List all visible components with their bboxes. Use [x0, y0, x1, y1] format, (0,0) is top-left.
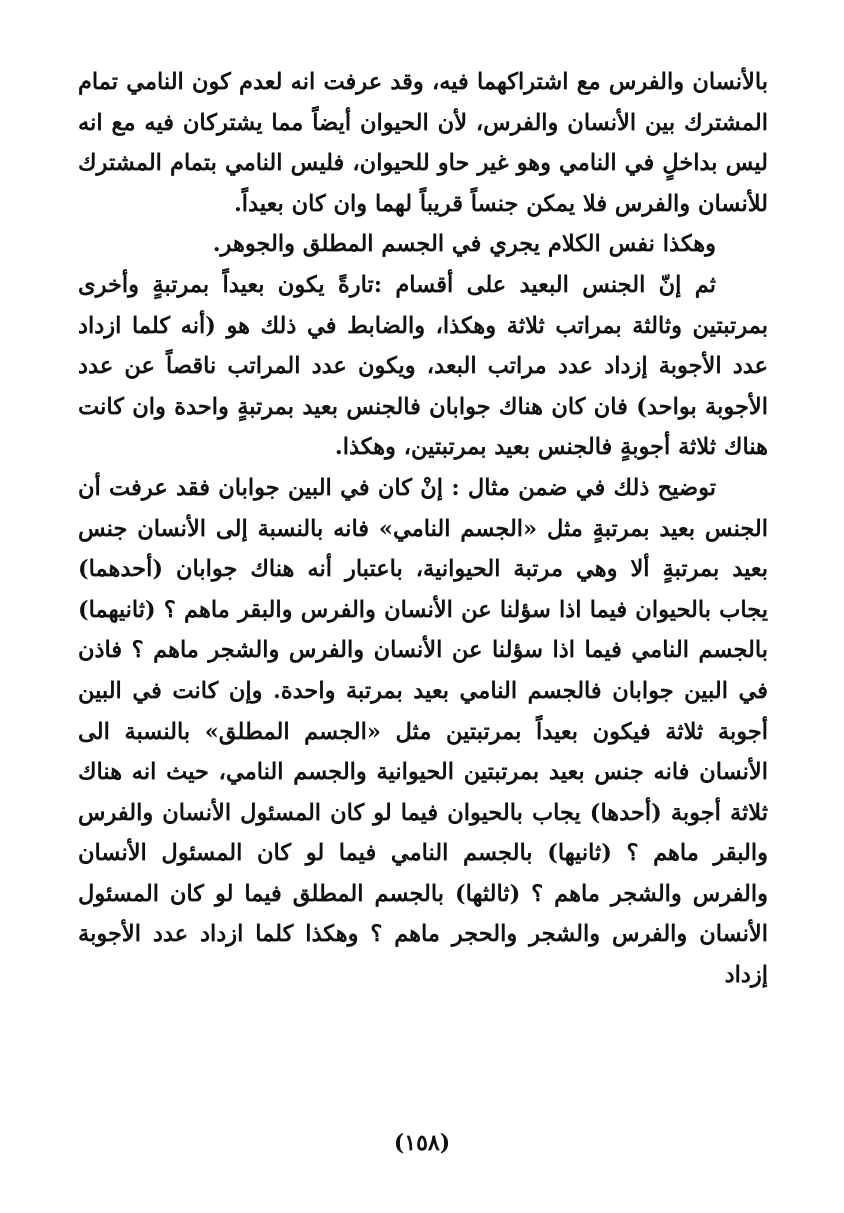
paragraph-1: بالأنسان والفرس مع اشتراكهما فيه، وقد عرفت انه لعدم كون النامي تمام المشترك بين الأنسان والفرس، لأن الحيوان أيضاً مما يشتركان فيه مع انه ليس بداخلٍ في النامي وهو غير حاو للحيوان، فليس النامي بتمام المشترك للأنسان والفرس فلا يمكن جنساً قريباً لهما وان كان بعيداً. [78, 69, 768, 217]
page-number: (١٥٨) [393, 1130, 451, 1156]
body-text [78, 62, 768, 996]
paragraph-3: ثم إنّ الجنس البعيد على أقسام :تارةً يكون بعيداً بمرتبةٍ وأخرى بمرتبتين وثالثة بمراتب ثلاثة وهكذا، والضابط في ذلك هو (أنه كلما ازداد عدد الأجوبة إزداد عدد مراتب البعد، ويكون عدد المراتب ناقصاً عن عدد الأجوبة بواحد) فان كان هناك جوابان فالجنس بعيد بمرتبةٍ واحدة وان كانت هناك ثلاثة أجوبةٍ فالجنس بعيد بمرتبتين، وهكذا. [78, 271, 769, 461]
paragraph-2: وهكذا نفس الكلام يجري في الجسم المطلق والجوهر. [212, 231, 716, 258]
paragraph-4: توضيح ذلك في ضمن مثال : إنْ كان في البين جوابان فقد عرفت أن الجنس بعيد بمرتبةٍ مثل «الجسم النامي» فانه بالنسبة إلى الأنسان جنس بعيد بمرتبةٍ ألا وهي مرتبة الحيوانية، باعتبار أنه هناك جوابان (أحدهما) يجاب بالحيوان فيما اذا سؤلنا عن الأنسان والفرس والبقر ماهم ؟ (ثانيهما) بالجسم النامي فيما اذا سؤلنا عن الأنسان والفرس والشجر ماهم ؟ فاذن في البين جوابان فالجسم النامي بعيد بمرتبة واحدة. وإن كانت في البين أجوبة ثلاثة فيكون بعيداً بمرتبتين مثل «الجسم المطلق» بالنسبة الى الأنسان فانه جنس بعيد بمرتبتين الحيوانية والجسم النامي، حيث انه هناك ثلاثة أجوبة (أحدها) يجاب بالحيوان فيما لو كان المسئول الأنسان والفرس والبقر ماهم ؟ (ثانيها) بالجسم النامي فيما لو كان المسئول الأنسان والفرس والشجر ماهم ؟ (ثالثها) بالجسم المطلق فيما لو كان المسئول الأنسان والفرس والشجر والحجر ماهم ؟ وهكذا كلما ازداد عدد الأجوبة إزداد [78, 474, 768, 989]
